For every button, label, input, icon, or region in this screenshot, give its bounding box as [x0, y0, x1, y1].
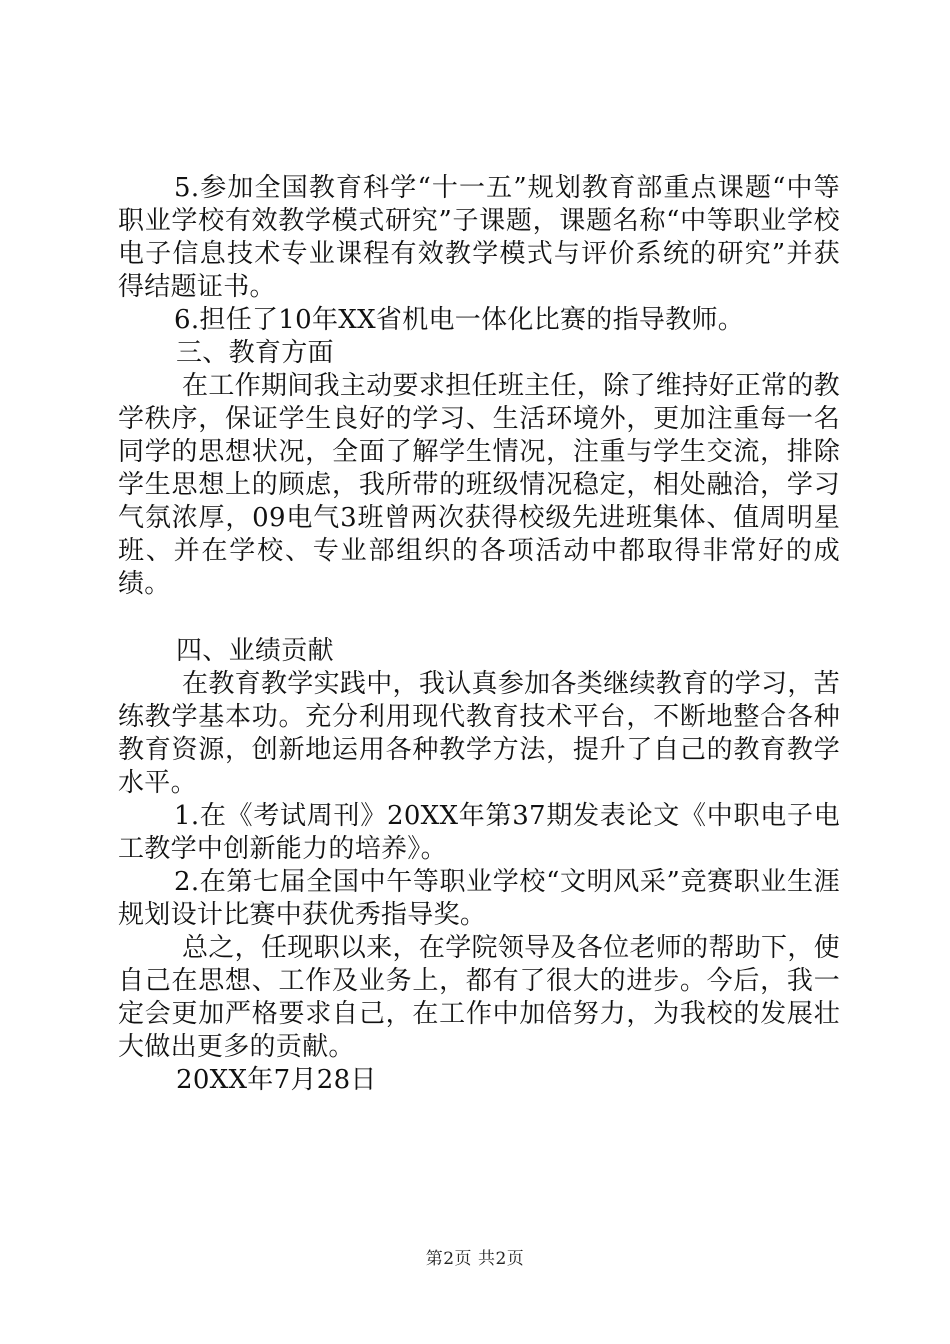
- paragraph-competition-instructor: 6.担任了10年XX省机电一体化比赛的指导教师。: [174, 305, 745, 335]
- paragraph-teaching-practice: 在教育教学实践中，我认真参加各类继续教育的学习，苦练教学基本功。充分利用现代教育技术平台，不断地整合各种教育资源，创新地运用各种教学方法，提升了自己的教育教学水平。: [118, 669, 840, 798]
- paragraph-published-paper: 1.在《考试周刊》20XX年第37期发表论文《中职电子电工教学中创新能力的培养》。: [118, 801, 840, 864]
- section-heading-achievements: 四、业绩贡献: [176, 636, 334, 666]
- paragraph-class-teacher: 在工作期间我主动要求担任班主任，除了维持好正常的教学秩序，保证学生良好的学习、生活环境外，更加注重每一名同学的思想状况，全面了解学生情况，注重与学生交流，排除学生思想上的顾虑，我所带的班级情况稳定，相处融洽，学习气氛浓厚，09电气3班曾两次获得校级先进班集体、值周明星班、并在学校、专业部组织的各项活动中都取得非常好的成绩。: [118, 371, 840, 599]
- paragraph-research-project: 5.参加全国教育科学“十一五”规划教育部重点课题“中等职业学校有效教学模式研究”子课题，课题名称“中等职业学校电子信息技术专业课程有效教学模式与评价系统的研究”并获得结题证书。: [118, 173, 840, 302]
- paragraph-award: 2.在第七届全国中午等职业学校“文明风采”竞赛职业生涯规划设计比赛中获优秀指导奖。: [118, 867, 840, 930]
- document-date: 20XX年7月28日: [176, 1065, 377, 1095]
- paragraph-spacer: [118, 601, 840, 635]
- section-heading-education: 三、教育方面: [176, 338, 334, 368]
- page-footer: 第2页 共2页: [425, 1249, 525, 1269]
- paragraph-summary: 总之，任现职以来，在学院领导及各位老师的帮助下，使自己在思想、工作及业务上，都有了很大的进步。今后，我一定会更加严格要求自己，在工作中加倍努力，为我校的发展壮大做出更多的贡献。: [118, 933, 840, 1062]
- document-body: [118, 172, 840, 1097]
